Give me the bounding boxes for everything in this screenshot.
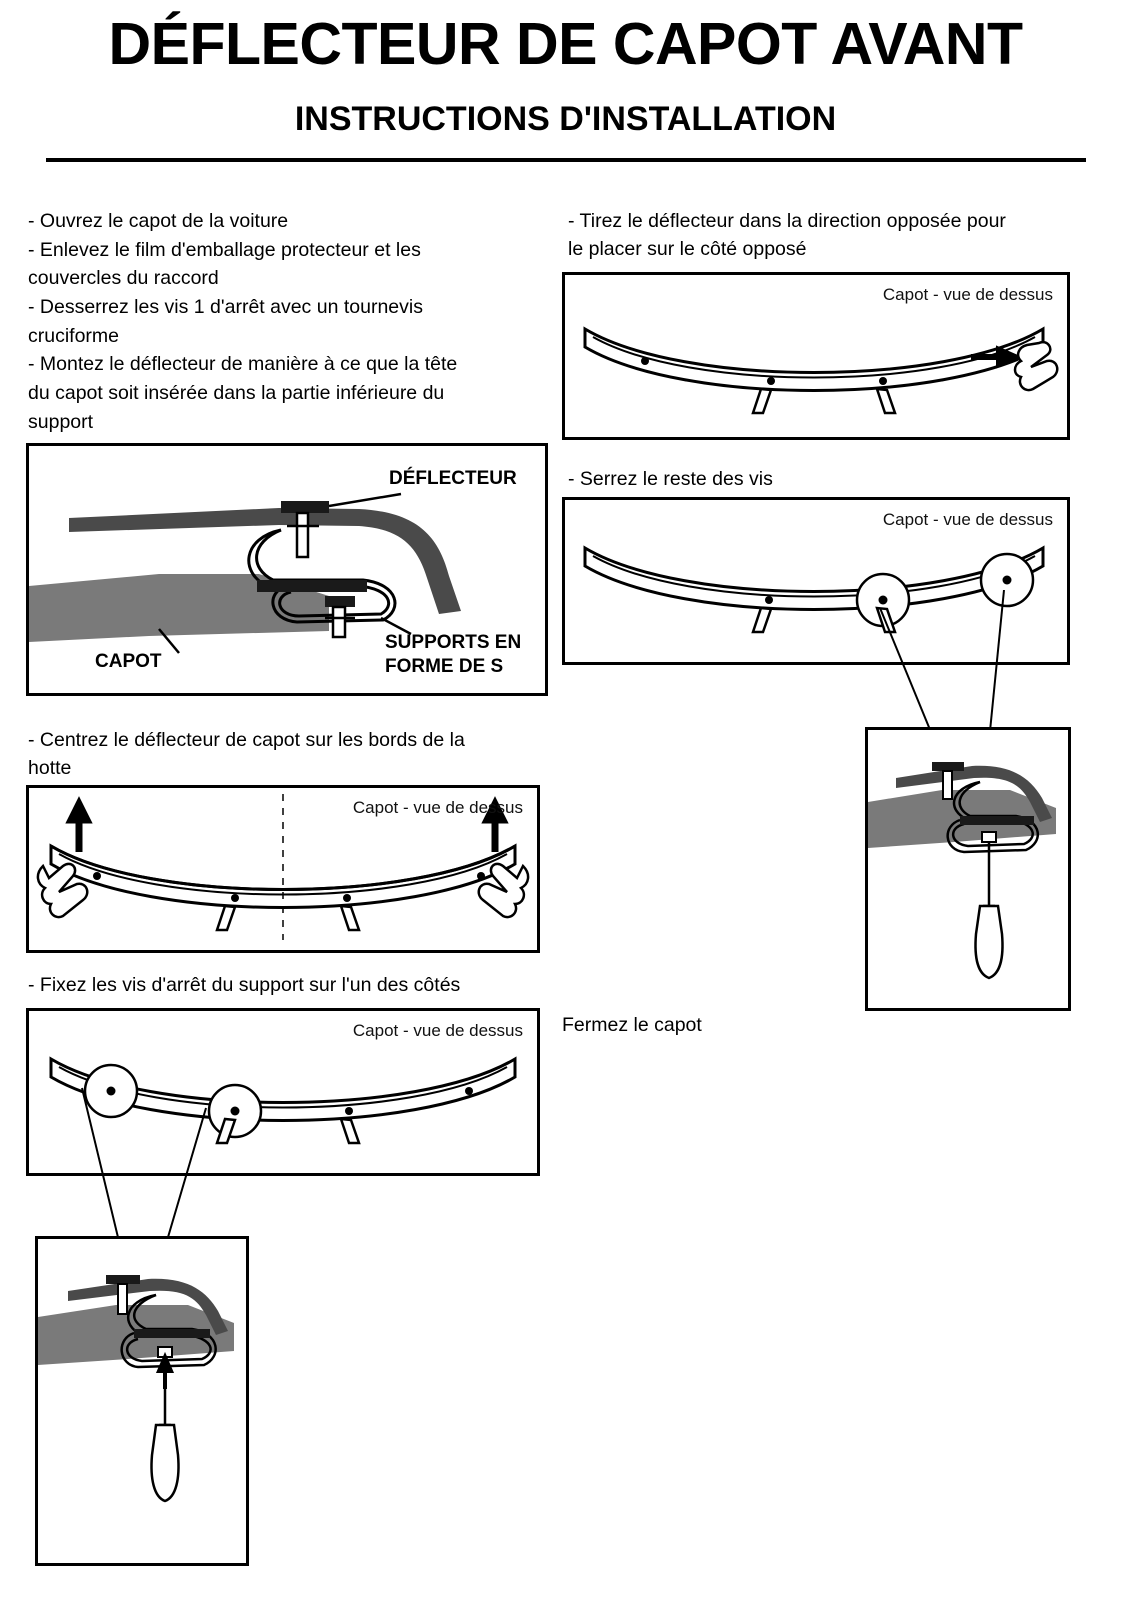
step-pull-line1: - Tirez le déflecteur dans la direction opposée pour [568,210,1006,232]
label-supports-line2: FORME DE S [385,656,504,677]
list-item: - Montez le déflecteur de manière à ce que la tête [28,353,458,376]
figure-center-topview [26,785,540,953]
screwdriver-detail-left-drawing [38,1239,246,1563]
figure-screwdriver-detail-left [35,1236,249,1566]
fig-label-top-view-pull: Capot - vue de dessus [882,285,1053,304]
fig-label-top-view-center: Capot - vue de dessus [352,798,523,817]
label-deflecteur: DÉFLECTEUR [389,468,517,489]
step-close-hood: Fermez le capot [562,1014,702,1036]
step-tighten-screws: - Serrez le reste des vis [568,468,773,490]
step-fix-screws: - Fixez les vis d'arrêt du support sur l'un des côtés [28,974,461,996]
list-item: cruciforme [28,324,120,347]
list-item: couvercles du raccord [28,267,219,290]
list-item: - Ouvrez le capot de la voiture [28,210,289,232]
list-item: - Desserrez les vis 1 d'arrêt avec un tournevis [28,296,423,319]
label-supports-line1: SUPPORTS EN [385,632,522,653]
step-center-deflector [28,727,528,782]
page-subtitle: INSTRUCTIONS D'INSTALLATION [294,100,837,138]
list-item: - Enlevez le film d'emballage protecteur et les [28,238,421,261]
page-title: DÉFLECTEUR DE CAPOT AVANT [108,11,1023,77]
figure-deflector-detail [26,443,548,696]
header-divider [46,158,1086,162]
fig-label-top-view-fix: Capot - vue de dessus [352,1021,523,1040]
list-item: du capot soit insérée dans la partie inférieure du [28,382,445,405]
fig-label-top-view-tighten: Capot - vue de dessus [882,510,1053,529]
figure-screwdriver-detail-right [865,727,1071,1011]
screwdriver-detail-right-drawing [868,730,1068,1008]
step-pull-deflector [568,208,1088,263]
list-item: support [28,410,94,433]
step-pull-line2: le placer sur le côté opposé [568,237,807,260]
figure-pull-topview [562,272,1070,440]
label-capot: CAPOT [95,651,162,672]
step-center-line2: hotte [28,756,72,779]
intro-steps-list [28,208,538,438]
step-center-line1: - Centrez le déflecteur de capot sur les bords de la [28,729,465,751]
